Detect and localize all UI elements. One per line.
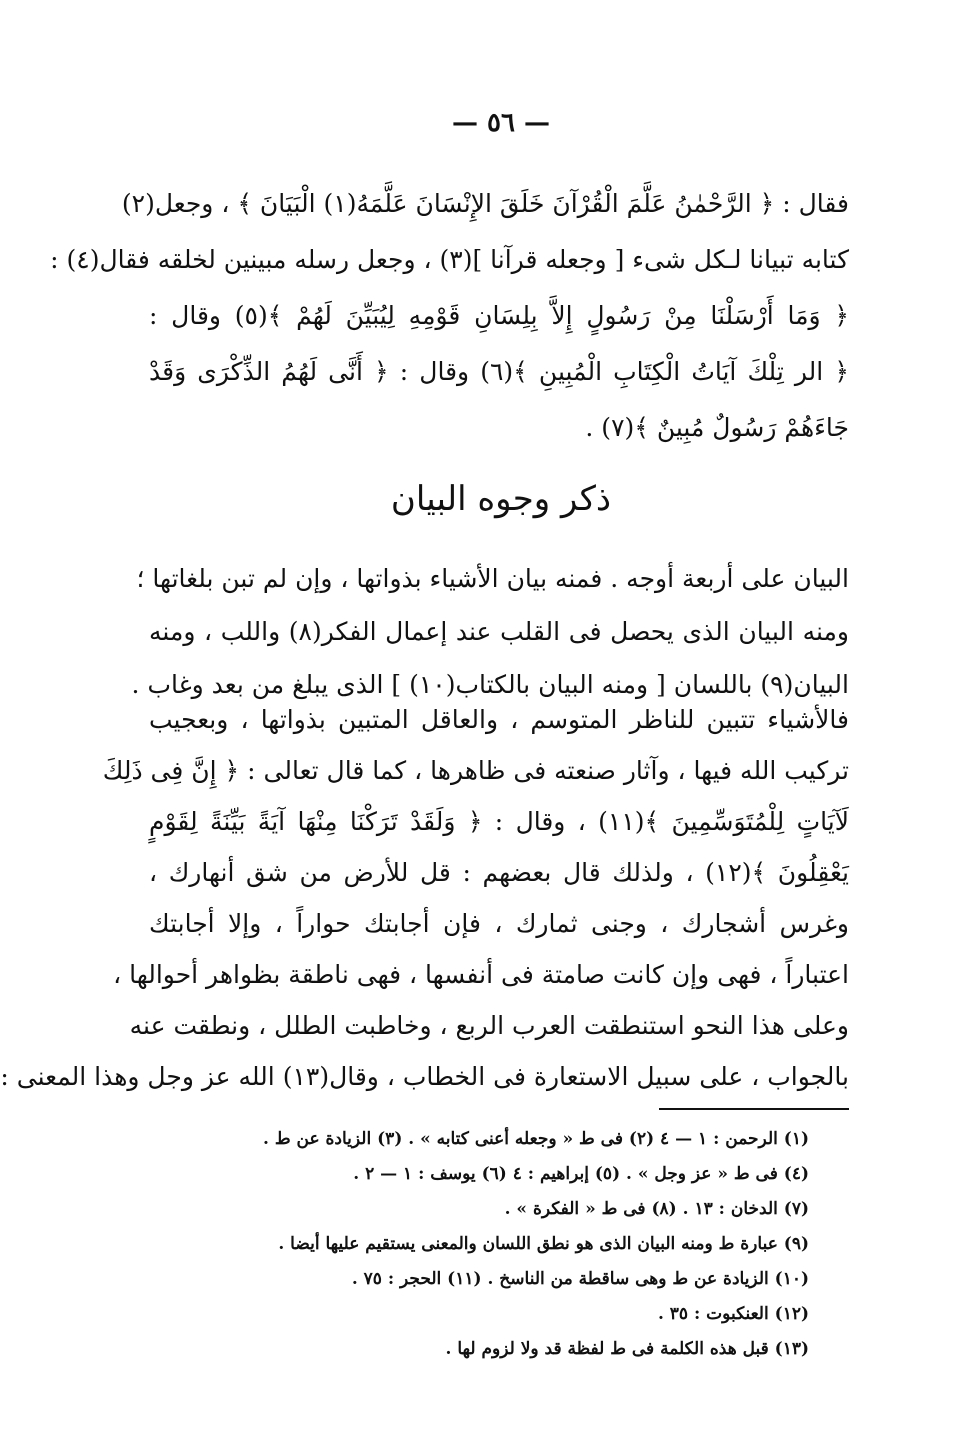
- text-line: لَآيَاتٍ لِلْمُتَوَسِّمِينَ ﴾(١١) ، وقال : ﴿ وَلَقَدْ تَرَكْنَا مِنْهَا آيَةً بَيِّنَةً لِقَوْمٍ: [149, 807, 849, 836]
- intro-paragraph: [50, 176, 849, 456]
- text-line: البيان(٩) باللسان [ ومنه البيان بالكتاب(١٠) ] الذى يبلغ من بعد وغاب .: [131, 670, 849, 699]
- text-line: كتابه تبيانا لـكل شىء [ وجعله قرآنا ](٣) ، وجعل رسله مبينين لخلقه فقال(٤) :: [50, 245, 849, 274]
- text-line: البيان على أربعة أوجه . فمنه بيان الأشياء بذواتها ، وإن لم تبن بلغاتها ؛: [136, 564, 849, 593]
- text-line: فالأشياء تتبين للناظر المتوسم ، والعاقل المتبين بذواتها ، وبعجيب: [149, 705, 849, 734]
- footnote-line: (٧) الدخان : ١٣ . (٨) فى ط « الفكرة » .: [504, 1199, 809, 1219]
- text-line: ﴿ وَمَا أَرْسَلْنَا مِنْ رَسُولٍ إِلاَّ بِلِسَانِ قَوْمِهِ لِيُبَيِّنَ لَهُمْ ﴾(٥) وقال :: [149, 301, 849, 330]
- text-line: ومنه البيان الذى يحصل فى القلب عند إعمال الفكر(٨) واللب ، ومنه: [149, 617, 849, 646]
- section-heading: ذكر وجوه البيان: [390, 479, 612, 519]
- footnote-line: (١) الرحمن : ١ — ٤ (٢) فى ط « وجعله أعنى كتابه » . (٣) الزيادة عن ط .: [263, 1129, 809, 1149]
- footnote-line: (١٠) الزيادة عن ط وهى ساقطة من الناسخ . (١١) الحجر : ٧٥ .: [351, 1269, 809, 1289]
- footnote-divider: [659, 1108, 849, 1110]
- text-line: فقال : ﴿ الرَّحْمٰنُ عَلَّمَ الْقُرْآنَ خَلَقَ الإِنْسَانَ عَلَّمَهُ(١) الْبَيَانَ ﴾ ، وجعل(٢): [121, 189, 849, 218]
- text-line: وعلى هذا النحو استنطقت العرب الربع ، وخاطبت الطلل ، ونطقت عنه: [129, 1011, 849, 1040]
- footnote-line: (١٣) قبل هذه الكلمة فى ط لفظة قد ولا لزوم لها .: [445, 1339, 809, 1359]
- text-line: ﴿ الر تِلْكَ آيَاتُ الْكِتَابِ الْمُبِينِ ﴾(٦) وقال : ﴿ أَنَّى لَهُمُ الذِّكْرَى وَقَدْ: [149, 357, 849, 386]
- text-line: جَاءَهُمْ رَسُولٌ مُبِينٌ ﴾(٧) .: [585, 413, 849, 442]
- text-line: وغرس أشجارك ، وجنى ثمارك ، فإن أجابتك حواراً ، وإلا أجابتك: [149, 909, 849, 938]
- footnote-line: (٩) عبارة ط ومنه البيان الذى هو نطق اللسان والمعنى يستقيم عليها أيضا .: [278, 1234, 809, 1254]
- paragraph-things: [0, 694, 849, 1102]
- text-line: يَعْقِلُونَ ﴾(١٢) ، ولذلك قال بعضهم : قل للأرض من شق أنهارك ،: [149, 858, 849, 887]
- text-line: تركيب الله فيها ، وآثار صنعته فى ظاهرها ، كما قال تعالى : ﴿ إِنَّ فِى ذَلِكَ: [102, 756, 849, 785]
- page-number: — ٥٦ —: [451, 108, 551, 138]
- paragraph-aspects: [131, 552, 849, 711]
- text-line: بالجواب ، على سبيل الاستعارة فى الخطاب ، وقال(١٣) الله عز وجل وهذا المعنى :: [0, 1062, 849, 1091]
- text-line: اعتباراً ، فهى وإن كانت صامتة فى أنفسها ، فهى ناطقة بظواهر أحوالها ،: [113, 960, 849, 989]
- footnote-line: (٤) فى ط « عز وجل » . (٥) إبراهيم : ٤ (٦) يوسف : ١ — ٢ .: [353, 1164, 809, 1184]
- footnotes: [149, 1122, 849, 1367]
- footnote-line: (١٢) العنكبوت : ٣٥ .: [657, 1304, 809, 1324]
